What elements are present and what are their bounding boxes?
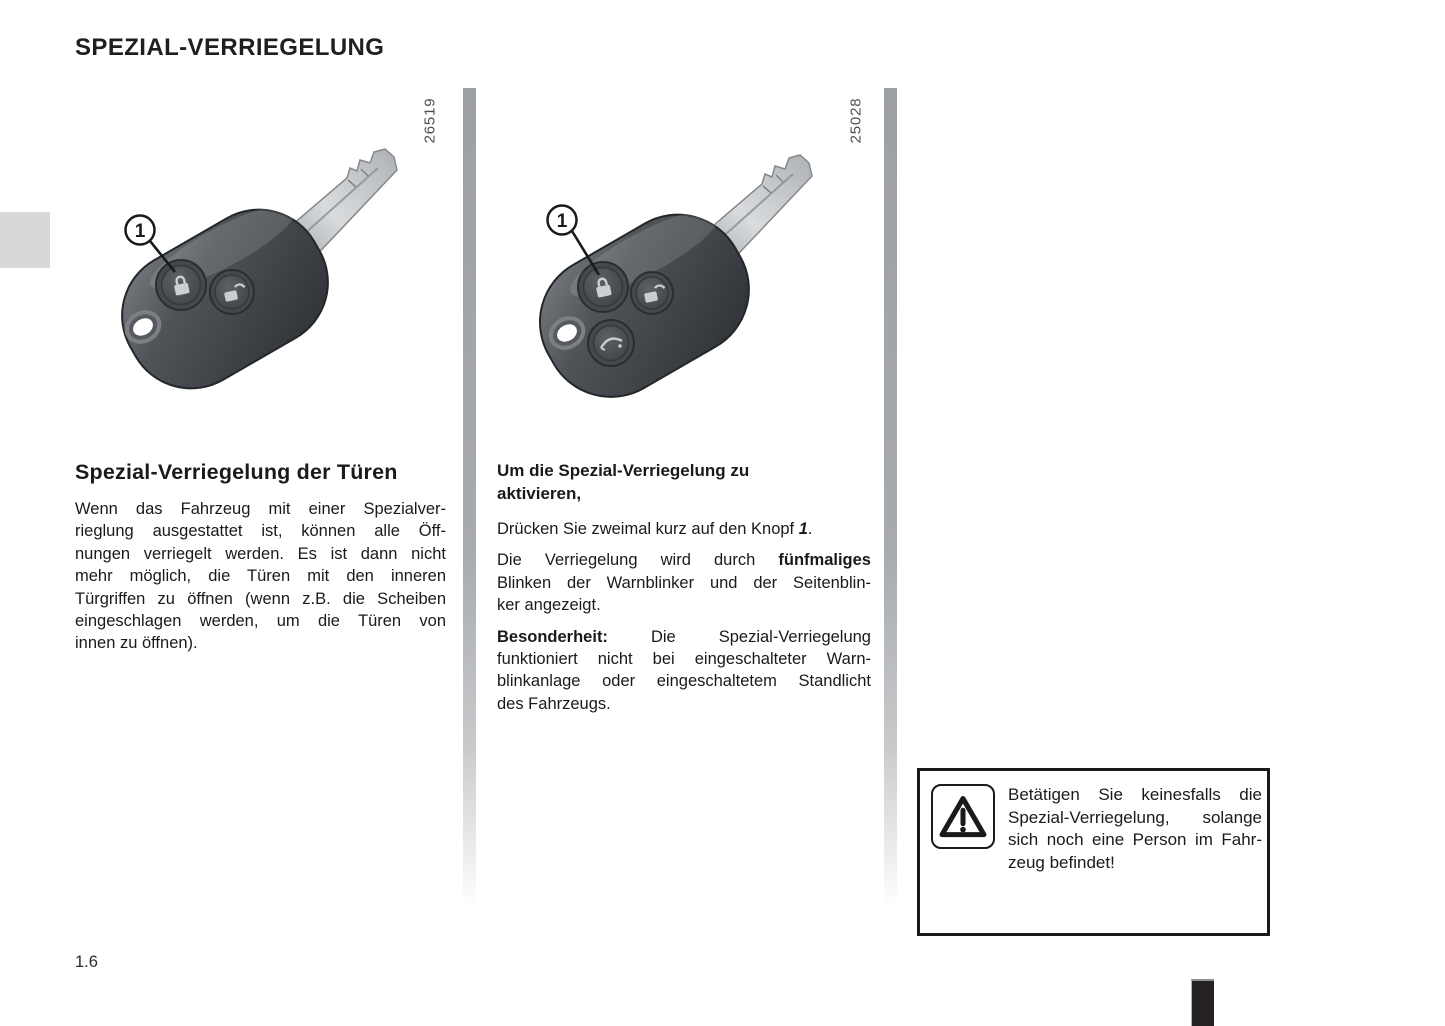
text-line <box>497 518 871 540</box>
text-line: Um die Spezial-Verriegelung zu <box>497 461 750 480</box>
text-segment: . <box>807 520 813 538</box>
figure-ref-label: 26519 <box>421 97 439 144</box>
left-margin-square <box>0 212 50 268</box>
text-line: ker angezeigt. <box>497 596 601 615</box>
page-title: SPEZIAL-VERRIEGELUNG <box>75 34 385 61</box>
trunk-button <box>588 320 634 366</box>
text-line: zeug befindet! <box>1008 852 1115 872</box>
text-segment: Die Verriegelung wird durch <box>497 551 779 570</box>
text-line: rieglung ausgestattet ist, können alle Öff- <box>75 522 446 541</box>
two-button-key-illustration <box>95 135 415 410</box>
warning-triangle-icon <box>937 793 989 841</box>
callout-number: 1 <box>134 221 146 242</box>
text-line: Spezial-Verriegelung, solange <box>1008 807 1262 827</box>
text-line: blinkanlage oder eingeschaltetem Standlicht <box>497 672 871 691</box>
warning-icon-frame <box>931 784 995 849</box>
button-reference: 1 <box>798 520 808 538</box>
paragraph <box>75 498 446 655</box>
text-segment: Drücken Sie zweimal kurz auf den Knopf <box>497 520 799 538</box>
text-line: sich noch eine Person im Fahr- <box>1008 830 1262 849</box>
unlock-button <box>631 272 673 314</box>
bold-text: Besonderheit: <box>497 627 608 646</box>
three-button-key-illustration <box>515 135 845 420</box>
text-line: eingeschlagen werden, um die Türen von <box>75 612 446 631</box>
text-line: des Fahrzeugs. <box>497 694 611 713</box>
warning-text <box>1008 784 1262 874</box>
middle-column <box>497 460 871 715</box>
bold-text: fünfmaliges <box>778 551 871 570</box>
column-divider <box>463 88 476 933</box>
text-line: aktivieren, <box>497 483 582 503</box>
section-heading <box>497 460 871 505</box>
paragraph <box>497 626 871 716</box>
unlock-button <box>210 270 254 314</box>
lock-button <box>156 260 206 310</box>
text-segment: Die Spezial-Verriegelung <box>607 627 871 646</box>
warning-box <box>917 768 1270 936</box>
text-line <box>497 549 871 571</box>
text-line: Blinken der Warnblinker und der Seitenblin- <box>497 573 871 592</box>
section-tab-marker <box>1191 979 1214 1026</box>
text-line: Wenn das Fahrzeug mit einer Spezialver- <box>75 500 446 518</box>
text-line: mehr möglich, die Türen mit den inneren <box>75 567 446 586</box>
text-line: funktioniert nicht bei eingeschalteter Warn- <box>497 650 871 669</box>
section-heading: Spezial-Verriegelung der Türen <box>75 460 398 484</box>
text-line: innen zu öffnen). <box>75 634 198 653</box>
text-line: Türgriffen zu öffnen (wenn z.B. die Scheiben <box>75 589 446 608</box>
column-divider <box>884 88 897 933</box>
paragraph <box>497 518 871 540</box>
lock-button <box>578 262 628 312</box>
text-line <box>497 626 871 648</box>
text-line: nungen verriegelt werden. Es ist dann nicht <box>75 544 446 563</box>
left-column <box>75 460 446 655</box>
callout-number: 1 <box>556 211 568 232</box>
paragraph <box>497 549 871 616</box>
figure-ref-label: 25028 <box>847 97 865 144</box>
page-number: 1.6 <box>75 953 98 971</box>
text-line: Betätigen Sie keinesfalls die <box>1008 785 1262 804</box>
